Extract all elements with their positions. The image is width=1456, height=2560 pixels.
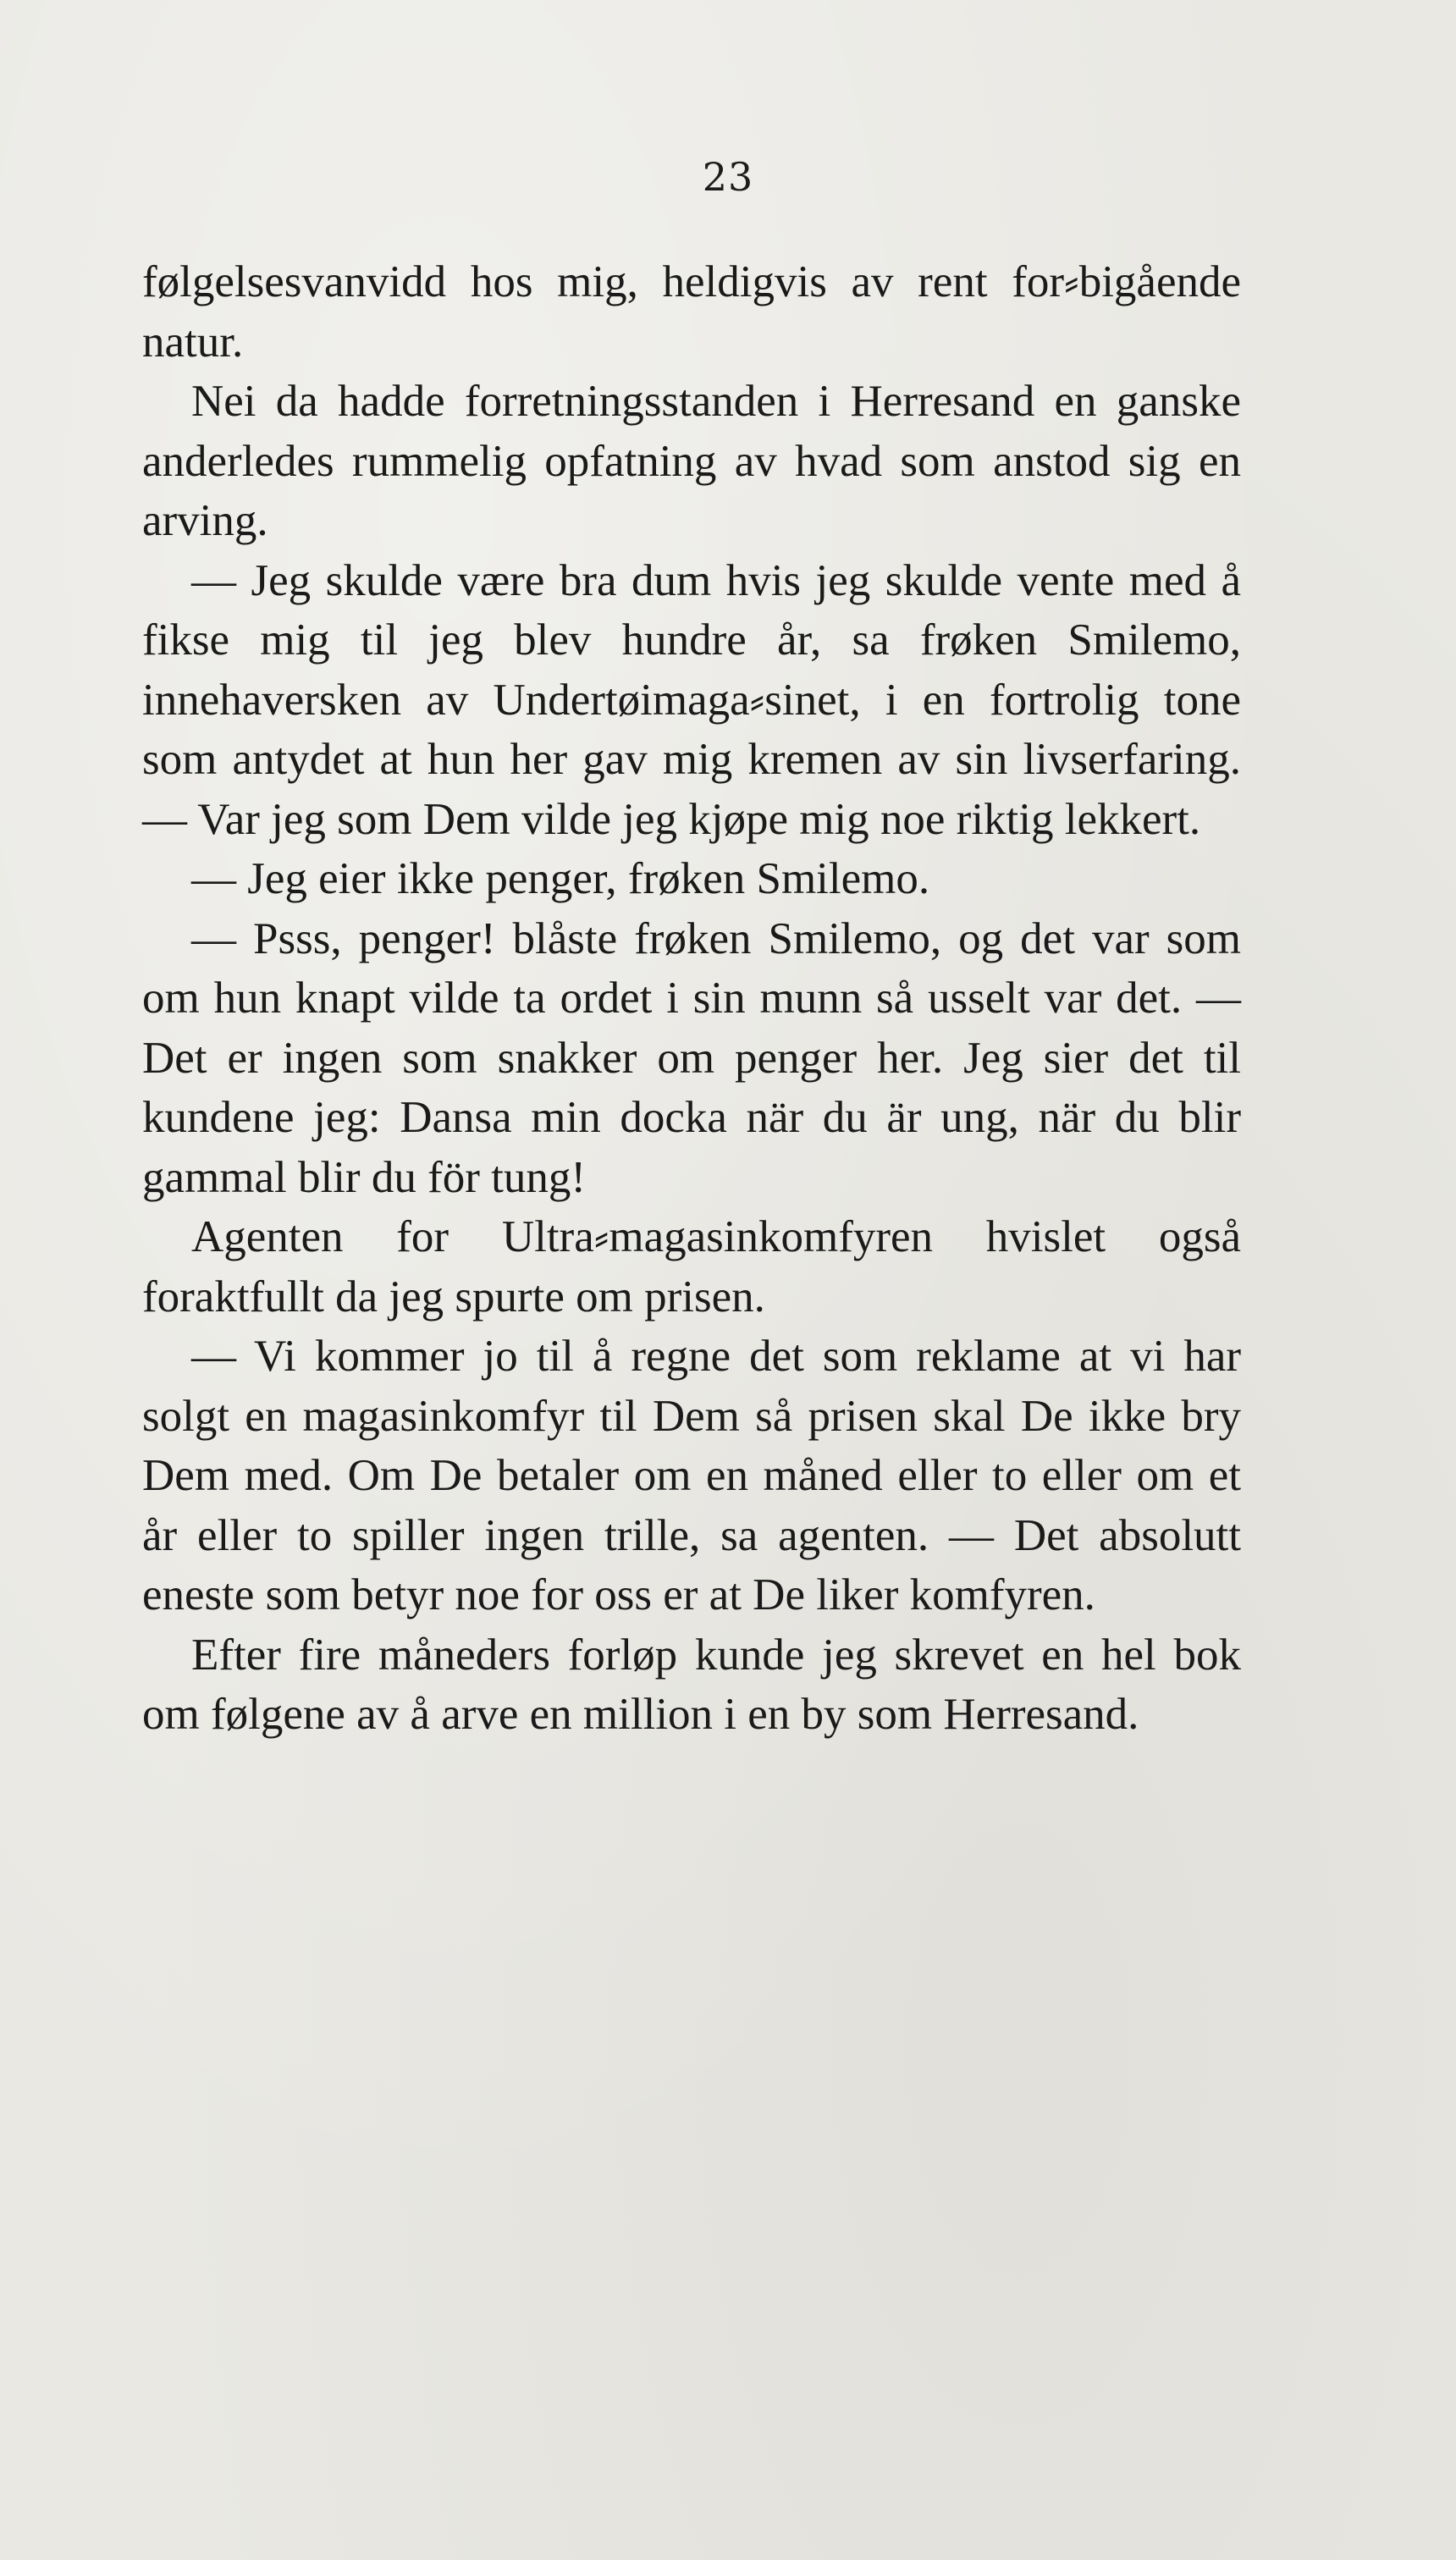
paragraph-2: Nei da hadde forretningsstanden i Herresand en ganske anderledes rummelig opfatning av hvad som anstod sig en arving. — [142, 377, 1241, 545]
paragraph-1: følgelsesvanvidd hos mig, heldigvis av rent for⸗bigående natur. — [142, 257, 1241, 367]
paragraph-7: — Vi kommer jo til å regne det som reklame at vi har solgt en magasinkomfyr til Dem så prisen skal De ikke bry Dem med. Om De betaler om en måned eller to eller om et år eller to spiller ingen trille, sa agenten. — Det absolutt eneste som betyr noe for oss er at De liker komfyren. — [142, 1332, 1241, 1619]
paragraph-6: Agenten for Ultra⸗magasinkomfyren hvislet også foraktfullt da jeg spurte om prisen. — [142, 1212, 1241, 1321]
paragraph-5: — Psss, penger! blåste frøken Smilemo, og det var som om hun knapt vilde ta ordet i sin munn så usselt var det. — Det er ingen som snakker om penger her. Jeg sier det til kundene jeg: Dansa min docka när du är ung, när du blir gammal blir du för tung! — [142, 913, 1241, 1202]
paragraph-4: — Jeg eier ikke penger, frøken Smilemo. — [191, 854, 930, 903]
body-text — [142, 252, 1241, 1745]
paragraph-3: — Jeg skulde være bra dum hvis jeg skulde vente med å fikse mig til jeg blev hundre år, sa frøken Smilemo, innehaversken av Undertøimaga⸗sinet, i en fortrolig tone som antydet at hun her gav mig kremen av sin livserfaring. — Var jeg som Dem vilde jeg kjøpe mig noe riktig lekkert. — [142, 555, 1241, 844]
page-number: 23 — [702, 154, 754, 200]
paragraph-8: Efter fire måneders forløp kunde jeg skrevet en hel bok om følgene av å arve en million i en by som Herresand. — [142, 1630, 1241, 1739]
